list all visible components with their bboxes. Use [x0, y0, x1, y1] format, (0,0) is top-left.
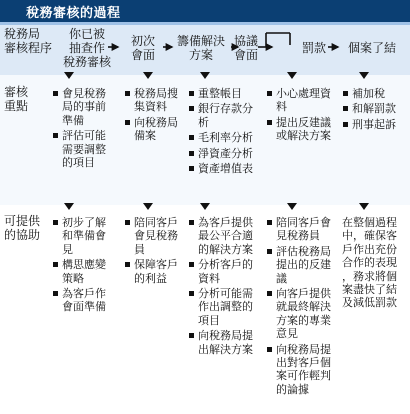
help-column-1 [52, 216, 106, 316]
text-line: 需要調整 [62, 142, 106, 156]
diagram-title: 稅務審核的過程 [26, 6, 121, 21]
bullet-item [52, 216, 106, 256]
text-line: 意見 [276, 327, 298, 341]
text-line: 議 [276, 271, 287, 285]
text-line: 會面 [233, 48, 258, 62]
text-line: 戶作出充份 [342, 242, 397, 256]
text-line: 合作的表現 [342, 256, 397, 270]
bullet-item [342, 102, 396, 115]
text-line: 就最終解決 [276, 300, 331, 314]
text-line: 稅務局 [4, 27, 41, 41]
row-label-help [4, 214, 40, 242]
text-line: 初步了解 [62, 216, 106, 229]
text-line: 備案 [134, 129, 156, 143]
text-line: 方案 [188, 48, 213, 62]
text-line: 提出反建議 [276, 115, 331, 129]
row-label-process [4, 27, 52, 55]
bullet-item [52, 129, 106, 169]
text-line: 銀行存款分 [198, 102, 253, 116]
row-label-focus [4, 85, 28, 113]
text-line: 和解罰款 [352, 102, 396, 116]
text-line: 作出調整的 [198, 300, 253, 314]
focus-column-5 [342, 87, 396, 133]
text-line: 案盡快了結 [342, 283, 397, 297]
text-line: 見稅務員 [276, 229, 320, 243]
text-line: 策略 [62, 271, 84, 285]
bullet-item [266, 287, 331, 341]
text-line: 稅務審核 [62, 55, 111, 69]
text-line: 初次 [130, 34, 155, 48]
text-line: 罰款 [301, 41, 326, 55]
bullet-item [124, 87, 178, 114]
text-line: 陪同客戶 [134, 216, 178, 229]
bullet-item [188, 87, 253, 100]
bullet-item [266, 116, 331, 143]
text-line: 補加稅 [352, 87, 385, 100]
text-line: 重點 [4, 99, 29, 113]
bullet-item [52, 258, 106, 285]
text-line: 會面準備 [62, 300, 106, 314]
text-line: 的利益 [134, 271, 167, 285]
bullet-item [124, 216, 178, 256]
bullet-item [342, 118, 396, 131]
bullet-item [188, 131, 253, 144]
text-line: 構思應變 [62, 258, 106, 272]
text-line: 可提供 [4, 214, 41, 228]
text-line: 為客戶提供 [198, 216, 253, 229]
text-line: 最公平合適 [198, 229, 253, 243]
text-line: 局的事前 [62, 100, 106, 114]
help-column-2 [124, 216, 178, 287]
text-line: 的項目 [62, 156, 95, 170]
text-line: 資料 [198, 271, 220, 285]
bullet-item [188, 329, 253, 356]
text-line: 陪同客戶會 [276, 216, 331, 229]
text-line: 出解決方案 [198, 342, 253, 356]
bullet-item [342, 87, 396, 100]
text-line: 會見稅務 [62, 87, 106, 100]
bullet-item [124, 258, 178, 285]
text-line: 毛利率分析 [198, 131, 253, 145]
text-line: 個案了結 [347, 41, 396, 55]
focus-column-2 [124, 87, 178, 145]
text-line: 的協助 [4, 228, 41, 242]
bullet-item [266, 245, 331, 285]
text-line: 評估稅務局 [276, 244, 331, 258]
text-line: 案可作輕判 [276, 369, 331, 383]
help-column-5 [342, 216, 397, 310]
text-line: 向稅務局 [134, 115, 178, 129]
text-line: 抽查作 [68, 41, 105, 55]
text-line: 料 [276, 100, 287, 114]
bullet-item [266, 87, 331, 114]
bullet-item [188, 216, 253, 256]
text-line: 籌備解決 [176, 34, 225, 48]
focus-column-4 [266, 87, 331, 145]
text-line: 你已被 [68, 27, 105, 41]
bullet-item [188, 162, 253, 175]
text-line: 向稅務局提 [276, 342, 331, 356]
text-line: 審核程序 [4, 41, 53, 55]
title-bar [0, 0, 410, 22]
text-line: ，務求將個 [342, 269, 397, 283]
text-line: 分析客戶的 [198, 258, 253, 272]
text-line: 審核 [4, 85, 29, 99]
text-line: 會面 [130, 48, 155, 62]
text-line: 淨資產分析 [198, 146, 253, 160]
bullet-item [188, 258, 253, 285]
text-line: 集資料 [134, 100, 167, 114]
text-line: 刑事起訴 [352, 117, 396, 131]
text-line: 方案的專業 [276, 313, 331, 327]
focus-column-1 [52, 87, 106, 171]
text-line: 向客戶提供 [276, 287, 331, 301]
bullet-item [124, 116, 178, 143]
text-line: 重整帳目 [198, 87, 242, 100]
text-line: 出對客戶個 [276, 356, 331, 370]
process-step-6 [332, 41, 410, 55]
text-line: 分析可能需 [198, 287, 253, 301]
bullet-item [266, 216, 331, 243]
bullet-item [52, 287, 106, 314]
text-line: 在整個過程 [342, 216, 397, 229]
text-line: 項目 [198, 313, 220, 327]
text-line: 小心處理資 [276, 87, 331, 100]
text-line: 向稅務局提 [198, 329, 253, 343]
text-line: 為客戶作 [62, 287, 106, 301]
text-line: 提出的反建 [276, 258, 331, 272]
text-line: 見 [62, 242, 73, 256]
help-column-3 [188, 216, 253, 358]
text-line: 和準備會 [62, 229, 106, 243]
text-line: 保障客戶 [134, 258, 178, 272]
bullet-item [188, 287, 253, 327]
text-line: 評估可能 [62, 129, 106, 143]
bullet-item [188, 147, 253, 160]
text-line: 或解決方案 [276, 129, 331, 143]
text-line: 的論據 [276, 382, 309, 396]
text-line: 會見稅務 [134, 229, 178, 243]
text-line: 中，確保客 [342, 229, 397, 243]
help-column-4 [266, 216, 331, 398]
text-line: 資產增值表 [198, 162, 253, 176]
focus-column-3 [188, 87, 253, 177]
process-diagram [0, 25, 410, 414]
text-line: 準備 [62, 113, 84, 127]
text-line: 稅務局搜 [134, 87, 178, 100]
bullet-item [266, 343, 331, 397]
bullet-item [52, 87, 106, 127]
text-line: 協議 [233, 34, 258, 48]
text-line: 析 [198, 115, 209, 129]
text-line: 員 [134, 242, 145, 256]
text-line: 及減低罰款 [342, 296, 397, 310]
text-line: 的解決方案 [198, 242, 253, 256]
bullet-item [188, 102, 253, 129]
